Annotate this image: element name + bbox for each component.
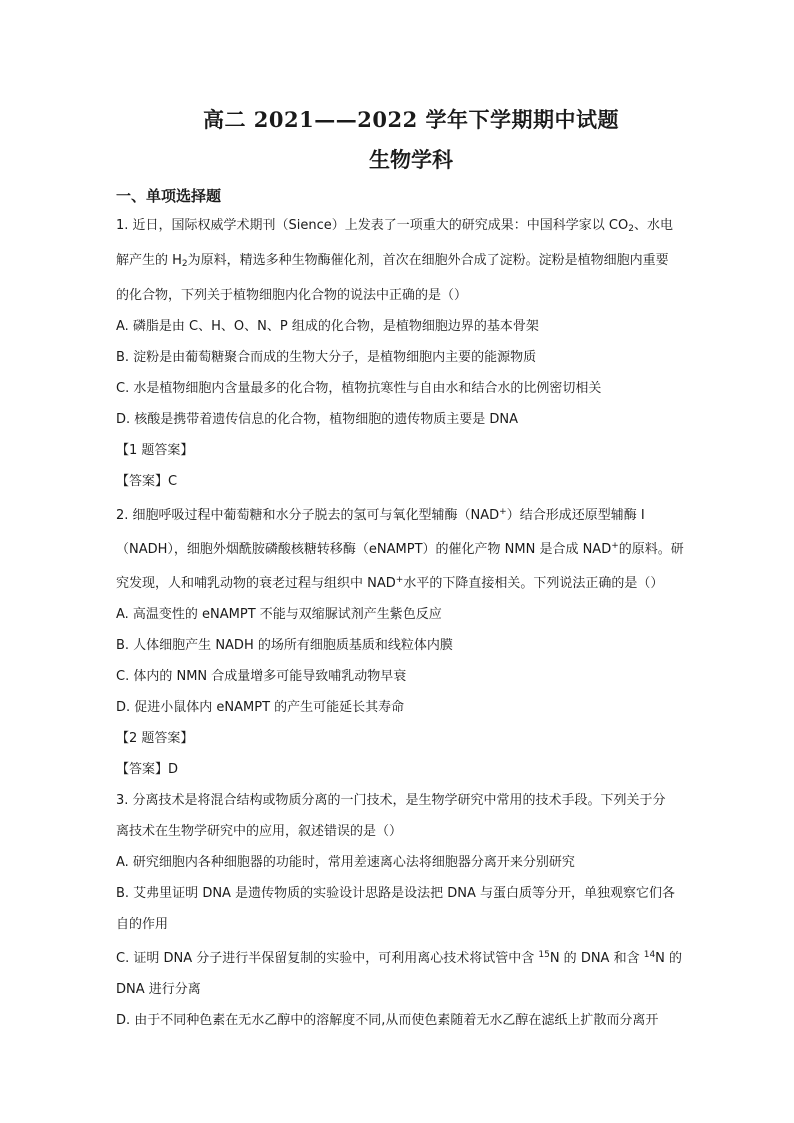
question-1-stem-line-1: 1. 近日，国际权威学术期刊（Sience）上发表了一项重大的研究成果：中国科学家以 CO2、水电	[116, 218, 673, 234]
question-3-option-c-line-2: DNA 进行分离	[116, 982, 201, 997]
question-1-option-d: D. 核酸是携带着遗传信息的化合物，植物细胞的遗传物质主要是 DNA	[116, 412, 519, 427]
question-1-option-c: C. 水是植物细胞内含量最多的化合物，植物抗寒性与自由水和结合水的比例密切相关	[116, 381, 602, 396]
question-3-option-b-line-2: 自的作用	[116, 917, 169, 932]
question-1-stem-line-2: 解产生的 H2为原料，精选多种生物酶催化剂，首次在细胞外合成了淀粉。淀粉是植物细胞内重要	[116, 253, 669, 269]
question-1-answer: 【答案】C	[116, 474, 178, 489]
question-2-stem-line-2: （NADH），细胞外烟酰胺磷酸核糖转移酶（eNAMPT）的催化产物 NMN 是合成 NAD+的原料。研	[116, 541, 684, 557]
question-2-stem-line-3: 究发现，人和哺乳动物的衰老过程与组织中 NAD+水平的下降直接相关。下列说法正确的是（）	[116, 575, 664, 591]
question-1-option-b: B. 淀粉是由葡萄糖聚合而成的生物大分子，是植物细胞内主要的能源物质	[116, 350, 537, 365]
question-3-option-d: D. 由于不同种色素在无水乙醇中的溶解度不同,从而使色素随着无水乙醇在滤纸上扩散而分离开	[116, 1013, 659, 1028]
question-2-option-a: A. 高温变性的 eNAMPT 不能与双缩脲试剂产生紫色反应	[116, 607, 442, 622]
section-heading: 一、单项选择题	[116, 187, 222, 205]
question-2-option-c: C. 体内的 NMN 合成量增多可能导致哺乳动物早衰	[116, 669, 407, 684]
question-1-option-a: A. 磷脂是由 C、H、O、N、P 组成的化合物，是植物细胞边界的基本骨架	[116, 319, 539, 334]
question-2	[116, 497, 706, 785]
question-1-stem-line-3: 的化合物，下列关于植物细胞内化合物的说法中正确的是（）	[116, 288, 468, 303]
document-content	[116, 102, 706, 1036]
question-3-option-a: A. 研究细胞内各种细胞器的功能时，常用差速离心法将细胞器分离开来分别研究	[116, 855, 575, 870]
question-3-stem-line-1: 3. 分离技术是将混合结构或物质分离的一门技术，是生物学研究中常用的技术手段。下列关于分	[116, 793, 666, 808]
question-3	[116, 785, 706, 1036]
question-1	[116, 210, 706, 497]
question-2-option-b: B. 人体细胞产生 NADH 的场所有细胞质基质和线粒体内膜	[116, 638, 453, 653]
question-3-option-b-line-1: B. 艾弗里证明 DNA 是遗传物质的实验设计思路是设法把 DNA 与蛋白质等分开，单独观察它们各	[116, 886, 675, 901]
exam-title: 高二 2021——2022 学年下学期期中试题	[202, 107, 619, 132]
question-2-answer-tag: 【2 题答案】	[116, 731, 194, 746]
question-1-answer-tag: 【1 题答案】	[116, 443, 194, 458]
exam-subject: 生物学科	[369, 147, 453, 172]
question-3-stem-line-2: 离技术在生物学研究中的应用，叙述错误的是（）	[116, 824, 403, 839]
question-2-answer: 【答案】D	[116, 762, 179, 777]
question-2-option-d: D. 促进小鼠体内 eNAMPT 的产生可能延长其寿命	[116, 700, 405, 715]
question-2-stem-line-1: 2. 细胞呼吸过程中葡萄糖和水分子脱去的氢可与氧化型辅酶（NAD+）结合形成还原型辅酶 Ⅰ	[116, 507, 645, 523]
question-3-option-c-line-1: C. 证明 DNA 分子进行半保留复制的实验中，可利用离心技术将试管中含 $^{15}$N 的 DNA 和含 $^{14}$N 的	[116, 950, 683, 966]
